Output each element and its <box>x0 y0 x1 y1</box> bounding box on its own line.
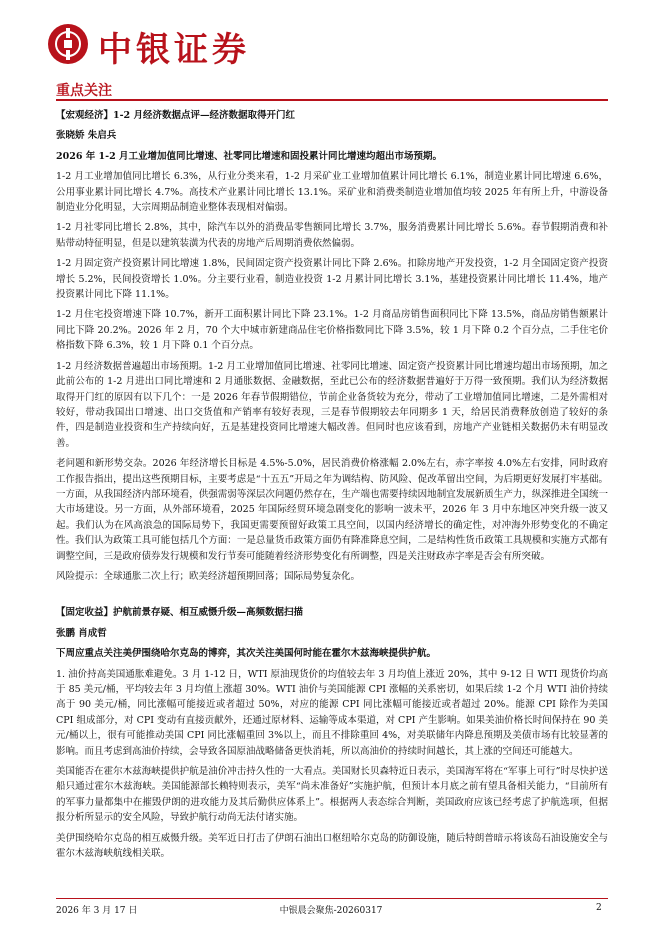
fixed-income-paragraph: 美伊围绕哈尔克岛的相互威慑升级。美军近日打击了伊朗石油出口枢纽哈尔克岛的防御设施，随后特朗普暗示将该岛石油设施安全与霍尔木兹海峡航线相关联。 <box>56 832 608 860</box>
macro-authors: 张晓娇 朱启兵 <box>56 130 117 142</box>
boc-logo-icon <box>48 24 88 64</box>
macro-paragraph: 1-2 月工业增加值同比增长 6.3%，从行业分类来看，1-2 月采矿业工业增加值累计同比增长 6.1%，制造业累计同比增速 6.6%，公用事业累计同比增长 4.7%。高技术产业累计同比增长 13.1%。采矿业和消费类制造业增加值均较 2025 年有所上升，中游设备制造业分化明显，大宗周期品制造业整体表现相对偏弱。 <box>56 171 608 214</box>
macro-paragraph: 1-2 月经济数据普遍超出市场预期。1-2 月工业增加值同比增速、社零同比增速、固定资产投资累计同比增速均超出市场预期，加之此前公布的 1-2 月进出口同比增速和 2 月通胀数据、金融数据，至此已公布的经济数据普遍好于万得一致预期。我们认为经济数据取得开门红的原因有以下几个：一是 2026 年春节假期错位，节前企业备货较为充分，带动了工业增加值同比增速，二是外需相对较好，带动我国出口增速、出口交货值和产销率有较好表现，三是春节假期较去年同期多 1 天，给居民消费释放创造了较好的条件，四是制造业投资和生产持续向好，五是基建投资同比增速大幅改善。但同时也应该看到，房地产产业链相关数据仍未有明显改善。 <box>56 360 608 449</box>
macro-paragraph: 1-2 月固定资产投资累计同比增速 1.8%，民间固定资产投资累计同比下降 2.6%。扣除房地产开发投资，1-2 月全国固定资产投资增长 5.2%，民间投资增长 1.0%。分主要行业看，制造业投资 1-2 月累计同比增长 3.1%，基建投资累计同比增长 11.4%，地产投资累计同比下降 11.1%。 <box>56 258 608 301</box>
brand-name: 中银证券 <box>98 30 250 70</box>
fixed-income-paragraph: 1. 油价持高美国通胀难避免。3 月 1-12 日，WTI 原油现货价的均值较去年 3 月均值上涨近 20%，其中 9-12 日 WTI 现货价均高于 85 美元/桶，平均较去年 3 月均值上涨超 30%。WTI 油价与美国能源 CPI 涨幅的关系密切，如果后续 1-2 个月 WTI 油价持续高于 90 美元/桶，同比涨幅可能接近或者超过 50%，对应的能源 CPI 同比涨幅可能接近或者超过 20%。能源 CPI 除作为美国 CPI 组成部分，对 CPI 变动有直接贡献外，还通过原材料、运输等成本渠道，对 CPI 产生影响。如果美油价格长时间保持在 90 美元/桶以上，很有可能推动美国 CPI 同比涨幅重回 3%以上，而且不排除重回 4%，对美联储年内降息预期及美债市场有比较显著的影响。而且考虑到高油价持续，会导致各国原油战略储备更快消耗，所以高油价的持续时间越长，其上涨的空间还可能越大。 <box>56 668 608 757</box>
macro-risk: 风险提示：全球通胀二次上行；欧美经济超预期回落；国际局势复杂化。 <box>56 570 361 582</box>
section-divider <box>56 99 608 101</box>
footer-publication: 中银晨会聚焦-20260317 <box>279 906 383 916</box>
macro-paragraph: 老问题和新形势交杂。2026 年经济增长目标是 4.5%-5.0%，居民消费价格涨幅 2.0%左右，赤字率按 4.0%左右安排，同时政府工作报告指出，提出这些预期目标，主要考虑是“十五五”开局之年为调结构、防风险、促改革留出空间，为后期更好发展打牢基础。一方面，从我国经济内部环境看，供强需弱等深层次问题仍然存在，生产端也需要持续因地制宜发展新质生产力，纵深推进全国统一大市场建设。另一方面，从外部环境看，2025 年国际经贸环境急剧变化的影响一波未平，2026 年 3 月中东地区冲突升级一波又起。我们认为在风高浪急的国际局势下，我国更需要预留好政策工具空间，以国内经济增长的确定性，对冲海外形势变化的不确定性。我们认为政策工具可能包括几个方面：一是总量货币政策方面仍有降准降息空间，二是结构性货币政策工具规模和实施方式都有调整空间，三是政府债券发行规模和发行节奏可能随着经济形势变化有所调整，四是关注财政赤字率是否会有所突破。 <box>56 458 608 562</box>
page-number: 2 <box>596 903 602 913</box>
fixed-income-lead: 下周应重点关注美伊围绕哈尔克岛的博弈，其次关注美国何时能在霍尔木兹海峡提供护航。 <box>56 648 437 660</box>
footer-divider <box>56 898 608 899</box>
macro-lead: 2026 年 1-2 月工业增加值同比增速、社零同比增速和固投累计同比增速均超出市场预期。 <box>56 150 443 162</box>
fixed-income-title: 【固定收益】护航前景存疑、相互威慑升级—高频数据扫描 <box>56 607 304 619</box>
page-content <box>56 108 608 866</box>
macro-title: 【宏观经济】1-2 月经济数据点评—经济数据取得开门红 <box>56 110 295 121</box>
macro-paragraph: 1-2 月住宅投资增速下降 10.7%，新开工面积累计同比下降 23.1%。1-2 月商品房销售面积同比下降 13.5%，商品房销售额累计同比下降 20.2%。2026 年 2 月，70 个大中城市新建商品住宅价格指数同比下降 3.5%，较 1 月下降 0.2 个百分点，二手住宅价格指数下降 6.3%，较 1 月下降 0.1 个百分点。 <box>56 309 608 352</box>
section-title: 重点关注 <box>56 83 112 99</box>
fixed-income-paragraph: 美国能否在霍尔木兹海峡提供护航是油价冲击持久性的一大看点。美国财长贝森特近日表示，美国海军将在“军事上可行”时尽快护送船只通过霍尔木兹海峡。美国能源部长赖特则表示，美军“尚未准备好”实施护航，但预计本月底之前有望具备相关能力，“目前所有的军事力量都集中在摧毁伊朗的进攻能力及其后勤供应体系上”。根据两人表态综合判断，美国政府应该已经考虑了护航选项，但据报分析所显示的安全风险，导致护航行动尚无法付诸实施。 <box>56 766 608 824</box>
macro-paragraph: 1-2 月社零同比增长 2.8%，其中，除汽车以外的消费品零售额同比增长 3.7%，服务消费累计同比增长 5.6%。春节假期消费和补贴带动特征明显，但是以建筑装潢为代表的房地产后周期消费依然偏弱。 <box>56 222 608 249</box>
footer-date: 2026 年 3 月 17 日 <box>56 906 138 916</box>
fixed-income-authors: 张鹏 肖成哲 <box>56 627 107 639</box>
